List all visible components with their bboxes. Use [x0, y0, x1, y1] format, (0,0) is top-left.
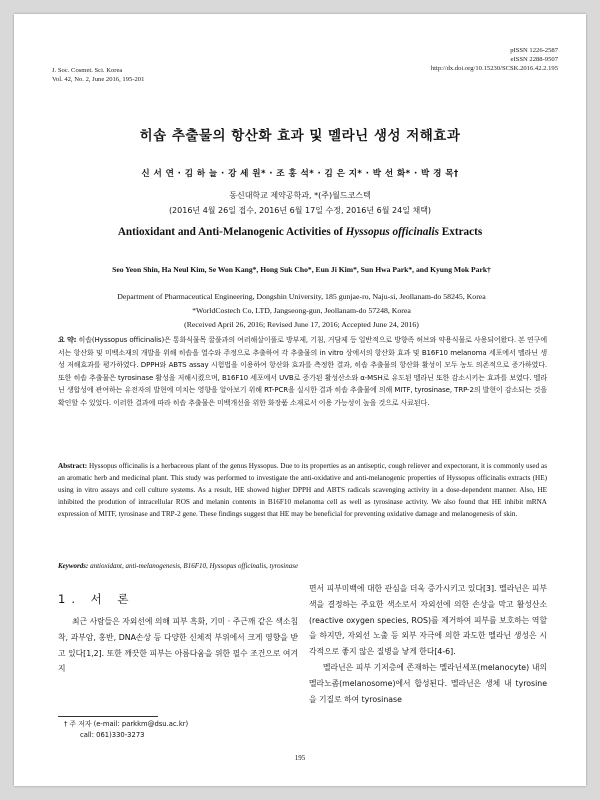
eissn: eISSN 2288-9507 [510, 56, 558, 63]
journal-header-right [431, 46, 558, 73]
english-title-prefix: Antioxidant and Anti-Melanogenic Activities of [117, 226, 346, 238]
journal-name: J. Soc. Cosmet. Sci. Korea [52, 67, 123, 74]
keywords-text: antioxidant, anti-melanogenesis, B16F10, Hyssopus officinalis, tyrosinase [90, 562, 299, 570]
footnote [64, 719, 188, 741]
body-right-column [309, 581, 547, 707]
pissn: pISSN 1226-2587 [510, 47, 558, 54]
english-abstract-label: Abstract: [58, 462, 88, 470]
body-left-column: 최근 사람들은 자외선에 의해 피부 흑화, 기미 · 주근깨 같은 색소침착, 과부암, 홍반, DNA손상 등 다양한 신체적 부위에서 크게 영향을 받고 있다[1,2]. 또한 깨끗한 피부는 아름다움을 위한 필수 조건으로 여겨지 [58, 617, 298, 674]
korean-abstract [58, 334, 547, 410]
english-affiliation-block [54, 290, 549, 332]
english-dates: (Received April 26, 2016; Revised June 17, 2016; Accepted June 24, 2016) [184, 320, 419, 329]
journal-page [14, 14, 586, 786]
korean-abstract-text: 히솝(Hyssopus officinalis)은 통화식물목 꿀풀과의 여러해살이풀로 방부제, 기침, 거담제 등 일반적으로 방향족 허브와 약용식물로 사용되어왔다. 본 연구에서는 항산화 및 미백소재의 개발을 위해 히솝을 열수와 주정으로 추출하여 각 추출물의 in vitro 상에서의 항산화 효과 및 B16F10 melanoma 세포에서 멜라닌 생성 저해효과를 평가하였다. DPPH와 ABTS assay 시험법을 이용하여 항산화 효과를 측정한 결과, 히솝 추출물의 항산화 활성이 모두 농도 의존적으로 증가하였다. 또한 히솝 추출물은 tyrosinase 활성을 저해시켰으며, B16F10 세포에서 UVB로 증가된 활성산소와 α-MSH로 유도된 멜라닌 또한 감소시키는 효과를 보였다. 멜라닌 생합성에 관여하는 유전자의 발현에 미치는 영향을 알아보기 위해 RT-PCR을 실시한 결과 히솝 추출물에 의해 MITF, tyrosinase, TRP-2의 발현이 감소되는 것을 확인할 수 있었다. 이러한 결과에 따라 히솝 추출물은 미백개선을 위한 화장품 소재로서 이용 가능성이 높을 것으로 사료된다. [58, 336, 547, 407]
korean-title: 히솝 추출물의 항산화 효과 및 멜라닌 생성 저해효과 [139, 128, 461, 144]
body-right-paragraph-2: 멜라닌은 피부 기저층에 존재하는 멜라닌세포(melanocyte) 내의 멜라노좀(melanosome)에서 합성된다. 멜라닌은 생체 내 tyrosine을 기질로 하여 tyrosinase [309, 662, 547, 704]
english-abstract-text: Hyssopus officinalis is a herbaceous plant of the genus Hyssopus. Due to its properties as an antiseptic, cough reliever and expectorant, it is commonly used as an aromatic herb and medicinal plant. This study was performed to investigate the anti-oxidative and anti-melanogenic properties of Hyssopus officinalis extracts (HE) using in vitro assays and cell culture systems. As a result, HE showed higher DPPH and ABTS radicals scavenging activity in a dose-dependent manner. Also, HE inhibited the prodution of intracellular ROS and melanin contents in B16F10 melanoma cell as well as tyrosinase activity. We also found that HE inhibit mRNA expression of MITF, tyrosinase and TRP-2 gene. These findings suggest that HE may be beneficial for preventing oxidative damage and melanogenesis of skin. [58, 462, 548, 518]
body-right-paragraph-1: 면서 피부미백에 대한 관심을 더욱 증가시키고 있다[3]. 멜라닌은 피부색을 결정하는 주요한 색소로서 자외선에 의한 손상을 막고 활성산소(reactive oxygen species, ROS)를 제거하여 피부를 보호하는 역할을 하지만, 자외선 노출 등 외부 자극에 의한 과도한 멜라닌 생성은 시각적으로 좋지 않은 질병을 낳게 한다[4-6]. [309, 584, 547, 657]
english-affiliation-1: Department of Pharmaceutical Engineering, Dongshin University, 185 gunjae-ro, Naju-si, Jeollanam-do 58245, Korea [117, 292, 486, 301]
korean-affiliation-block [14, 188, 586, 218]
journal-header-left [52, 66, 144, 84]
korean-affiliation: 동신대학교 제약공학과, *(주)월드코스텍 [229, 191, 371, 200]
english-title-species: Hyssopus officinalis [345, 226, 439, 238]
korean-dates: (2016년 4월 26일 접수, 2016년 6월 17일 수정, 2016년 6월 24일 채택) [168, 206, 432, 215]
footnote-divider [58, 716, 158, 717]
keywords [58, 562, 547, 570]
footnote-call: call: 061)330-3273 [80, 731, 145, 739]
footnote-corresponding-author: † 주 저자 (e-mail: parkkm@dsu.ac.kr) [64, 720, 189, 728]
english-title-suffix: Extracts [438, 226, 483, 238]
doi-link[interactable]: http://dx.doi.org/10.15230/SCSK.2016.42.2.195 [430, 65, 558, 72]
korean-abstract-label: 요 약: [58, 336, 77, 344]
english-affiliation-2: *WorldCostech Co, LTD, Jangseong-gun, Jeollanam-do 57248, Korea [192, 306, 411, 315]
keywords-label: Keywords: [58, 562, 89, 570]
journal-volume: Vol. 42, No. 2, June 2016, 195-201 [52, 76, 145, 83]
korean-authors: 신 서 연 · 김 하 늘 · 강 세 원* · 조 홍 석* · 김 은 지* · 박 선 화* · 박 경 목† [141, 169, 459, 179]
page-number: 195 [294, 754, 306, 762]
english-title [14, 226, 586, 238]
english-abstract [58, 460, 547, 520]
section-title-introduction: 1. 서 론 [58, 592, 135, 606]
english-authors: Seo Yeon Shin, Ha Neul Kim, Se Won Kang*, Hong Suk Cho*, Eun Ji Kim*, Sun Hwa Park*, and Kyung Mok Park† [112, 265, 491, 274]
